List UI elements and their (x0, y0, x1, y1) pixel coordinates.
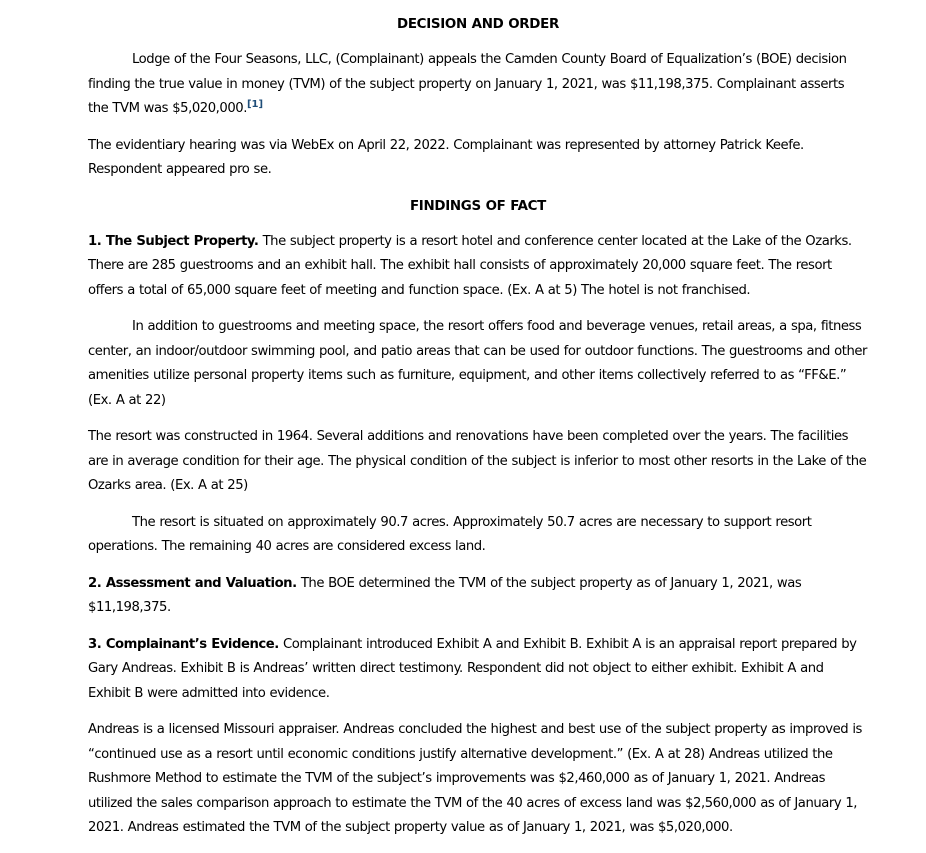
assessment-heading: 2. Assessment and Valuation. (88, 575, 297, 591)
hearing-paragraph: The evidentiary hearing was via WebEx on April 22, 2022. Complainant was represented by attorney Patrick Keefe. Respondent appeared pro se. (88, 137, 804, 177)
acreage-paragraph: The resort is situated on approximately 90.7 acres. Approximately 50.7 acres are necessary to support resort operations. The remaining 40 acres are considered excess land. (88, 514, 812, 554)
amenities-paragraph: In addition to guestrooms and meeting space, the resort offers food and beverage venues, retail areas, a spa, fitness center, an indoor/outdoor swimming pool, and patio areas that can be used for outdoor functions. The guestrooms and other amenities utilize personal property items such as furniture, equipment, and other items collectively referred to as “FF&E.” (Ex. A at 22) (88, 319, 867, 408)
document-title: DECISION AND ORDER (397, 17, 559, 32)
andreas-paragraph: Andreas is a licensed Missouri appraiser. Andreas concluded the highest and best use of the subject property as improved is “continued use as a resort until economic conditions justify alternative development.” (Ex. A at 28) Andreas utilized the Rushmore Method to estimate the TVM of the subject’s improvements was $2,460,000 as of January 1, 2021. Andreas utilized the sales comparison approach to estimate the TVM of the 40 acres of excess land was $2,560,000 as of January 1, 2021. Andreas estimated the TVM of the subject property value as of January 1, 2021, was $5,020,000. (88, 722, 862, 835)
subject-property-paragraph (88, 230, 868, 304)
findings-heading: FINDINGS OF FACT (409, 198, 547, 214)
evidence-text: Complainant introduced Exhibit A and Exhibit B. Exhibit A is an appraisal report prepared by Gary Andreas. Exhibit B is Andreas’ written direct testimony. Respondent did not object to either exhibit. Exhibit A and Exhibit B were admitted into evidence. (88, 636, 857, 701)
assessment-paragraph (88, 572, 868, 621)
evidence-heading: 3. Complainant’s Evidence. (88, 636, 279, 652)
footnote-link[interactable]: [1] (246, 99, 264, 110)
subject-property-text: The subject property is a resort hotel and conference center located at the Lake of the Ozarks. There are 285 guestrooms and an exhibit hall. The exhibit hall consists of approximately 20,000 square feet. The resort offers a total of 65,000 square feet of meeting and function space. (Ex. A at 5) The hotel is not franchised. (88, 233, 852, 298)
construction-paragraph: The resort was constructed in 1964. Several additions and renovations have been completed over the years. The facilities are in average condition for their age. The physical condition of the subject is inferior to most other resorts in the Lake of the Ozarks area. (Ex. A at 25) (88, 429, 867, 493)
intro-text: Lodge of the Four Seasons, LLC, (Complainant) appeals the Camden County Board of Equalization’s (BOE) decision finding the true value in money (TVM) of the subject property on January 1, 2021, was $11,198,375. Complainant asserts the TVM was $5,020,000. (88, 52, 847, 116)
intro-paragraph (88, 48, 868, 122)
assessment-text: The BOE determined the TVM of the subject property as of January 1, 2021, was $11,198,375. (88, 575, 802, 615)
evidence-paragraph (88, 633, 868, 707)
subject-property-heading: 1. The Subject Property. (88, 233, 259, 249)
